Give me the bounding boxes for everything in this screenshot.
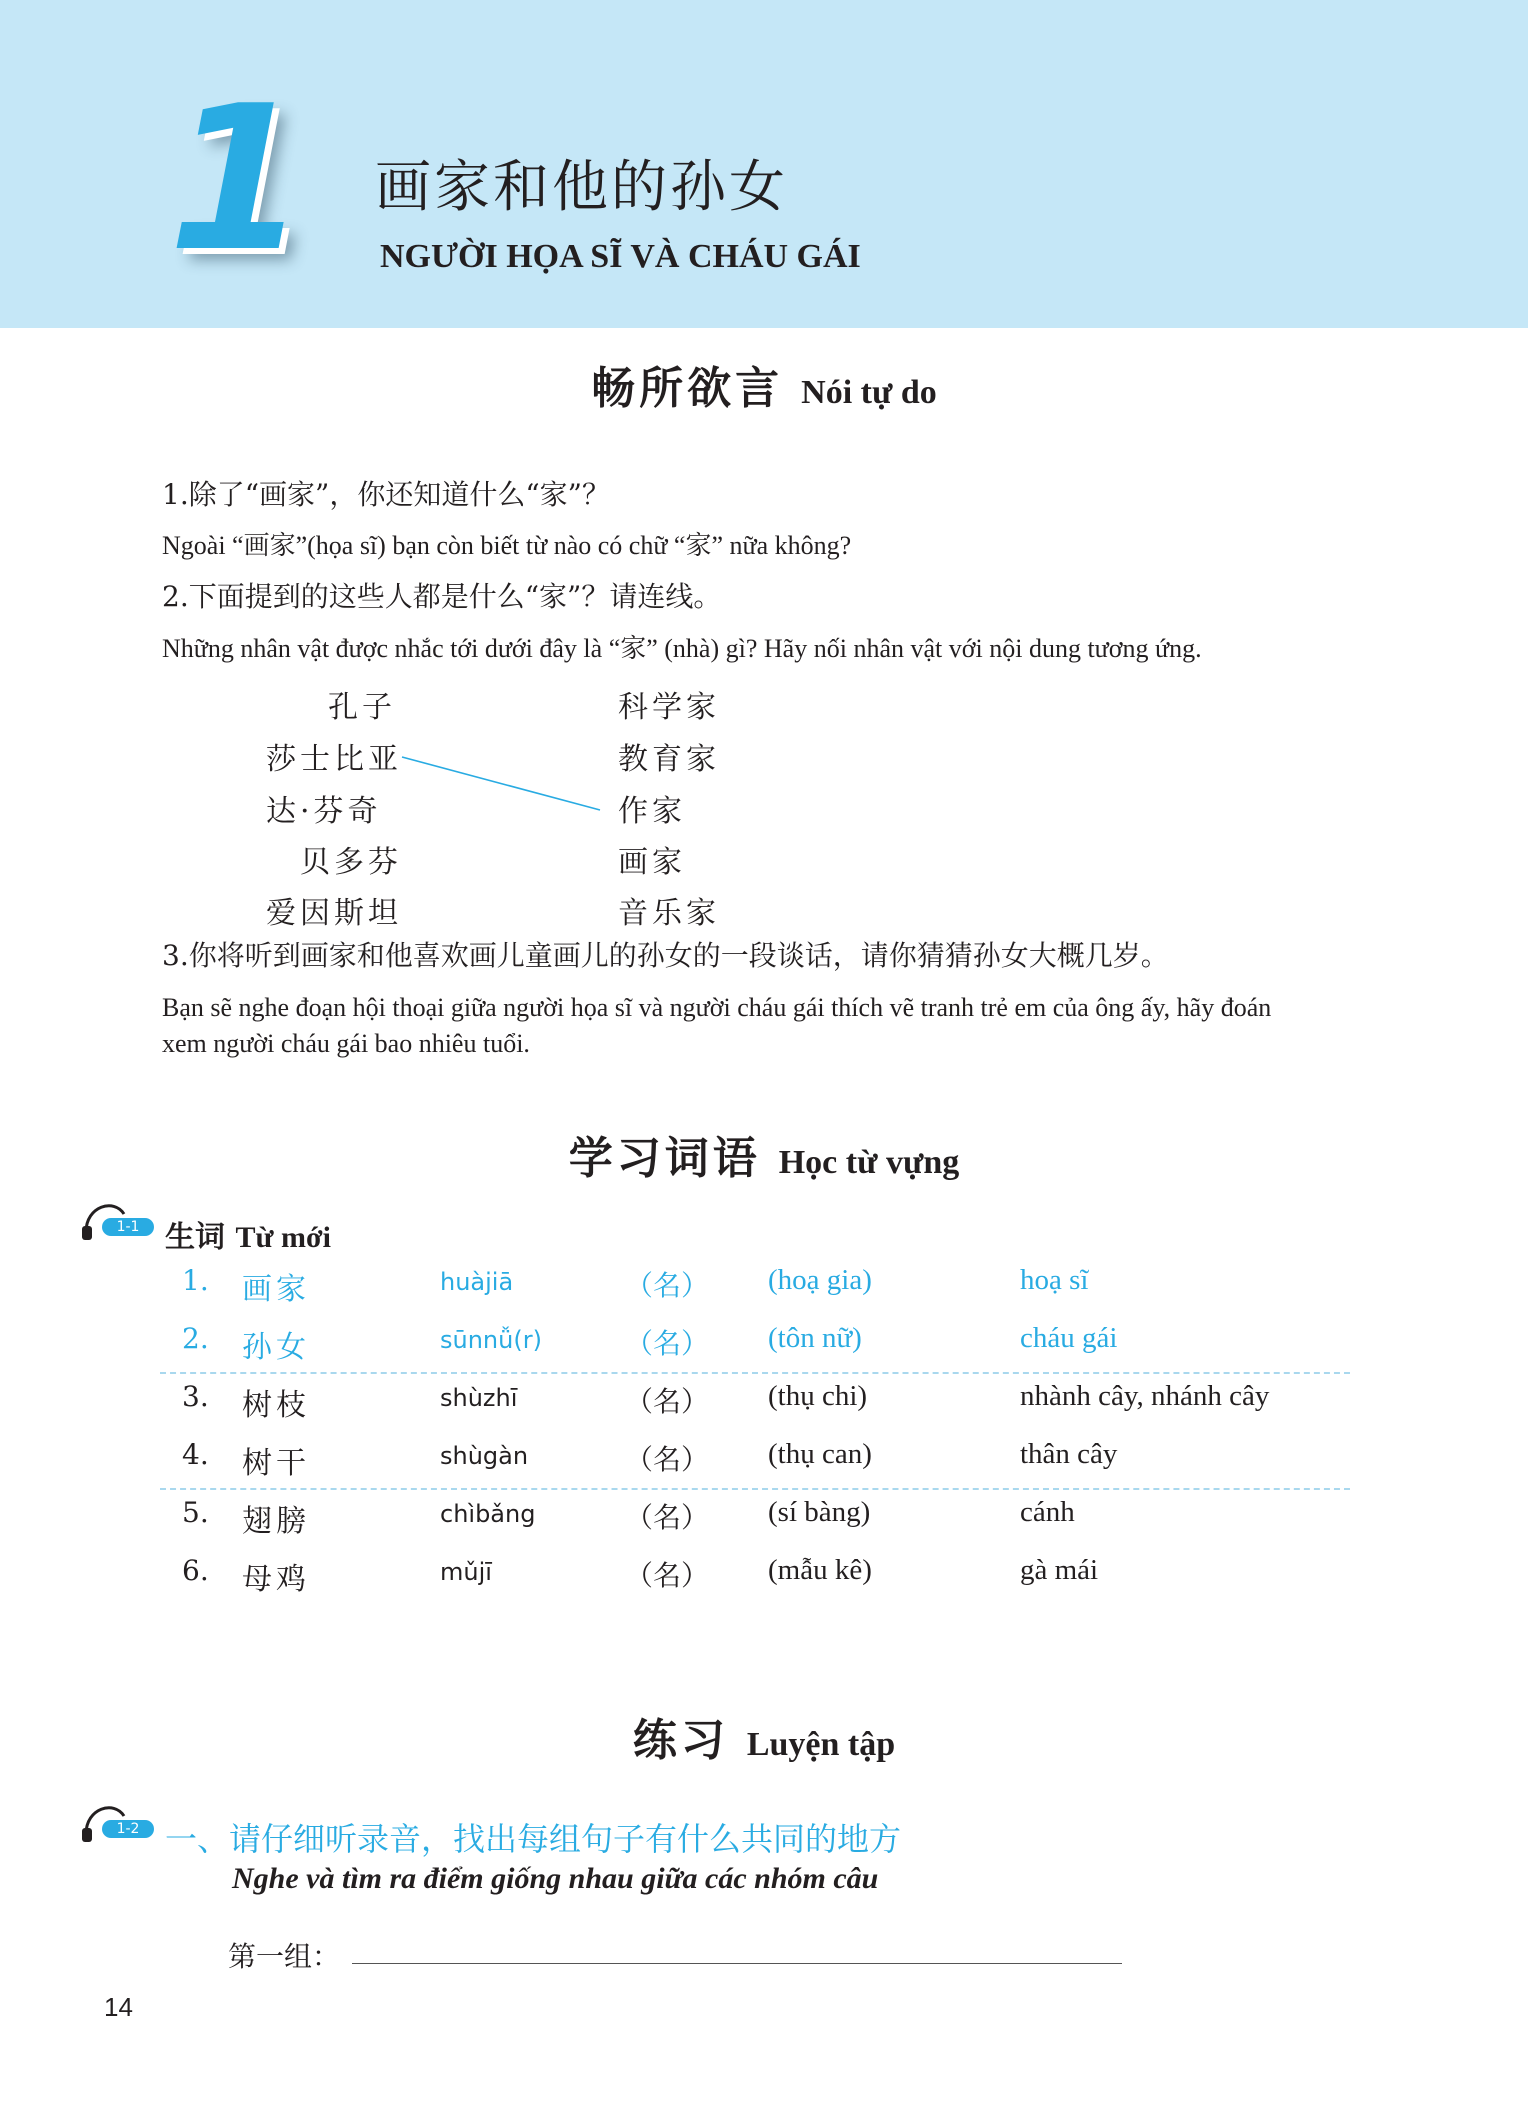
section-title-vn: Nói tự do xyxy=(801,374,937,411)
vocab-meaning: hoạ sĩ xyxy=(1020,1264,1089,1296)
vocab-hanzi: 孙女 xyxy=(242,1330,310,1365)
lesson-title-cn: 画家和他的孙女 xyxy=(375,155,788,220)
vocab-pos: （名） xyxy=(625,1559,710,1592)
match-person: 达·芬奇 xyxy=(266,794,382,829)
page-number: 14 xyxy=(104,1992,133,2022)
vocab-row xyxy=(160,1256,1350,1314)
question-1-cn: 1.除了“画家”，你还知道什么“家”？ xyxy=(162,478,610,511)
vocab-pos: （名） xyxy=(625,1385,710,1418)
vocab-hanzi: 树枝 xyxy=(242,1388,310,1423)
vocab-hanviet: (thụ can) xyxy=(768,1438,872,1470)
vocab-number: 5. xyxy=(182,1496,209,1529)
vocab-heading-cn: 生词 xyxy=(165,1220,225,1255)
lesson-title-vn: NGƯỜI HỌA SĨ VÀ CHÁU GÁI xyxy=(380,238,861,275)
vocab-number: 4. xyxy=(182,1438,209,1471)
vocab-meaning: cháu gái xyxy=(1020,1322,1118,1354)
vocab-pos: （名） xyxy=(625,1443,710,1476)
section-title-vn: Luyện tập xyxy=(746,1726,896,1763)
answer-line[interactable] xyxy=(352,1963,1122,1964)
question-3-cn: 3.你将听到画家和他喜欢画儿童画儿的孙女的一段谈话，请你猜猜孙女大概几岁。 xyxy=(162,939,1169,972)
group-1-label: 第一组： xyxy=(228,1940,341,1973)
vocab-hanviet: (tôn nữ) xyxy=(768,1322,862,1354)
vocab-number: 6. xyxy=(182,1554,209,1587)
vocab-row xyxy=(160,1488,1350,1546)
vocab-heading xyxy=(165,1212,331,1256)
vocab-meaning: nhành cây, nhánh cây xyxy=(1020,1380,1270,1412)
vocab-hanzi: 画家 xyxy=(242,1272,310,1307)
match-profession: 音乐家 xyxy=(618,896,720,931)
audio-track-1-1[interactable] xyxy=(80,1192,144,1248)
vocab-hanzi: 翅膀 xyxy=(242,1504,310,1539)
vocab-number: 3. xyxy=(182,1380,209,1413)
vocab-number: 2. xyxy=(182,1322,209,1355)
vocab-meaning: gà mái xyxy=(1020,1554,1099,1586)
question-3-vn-line1: Bạn sẽ nghe đoạn hội thoại giữa người họa sĩ và người cháu gái thích vẽ tranh trẻ em của ông ấy, hãy đoán xyxy=(162,993,1272,1022)
vocab-meaning: thân cây xyxy=(1020,1438,1118,1470)
question-2-cn: 2.下面提到的这些人都是什么“家”？请连线。 xyxy=(162,580,722,613)
section-title-cn: 学习词语 xyxy=(568,1133,761,1184)
match-profession: 教育家 xyxy=(618,742,720,777)
vocab-meaning: cánh xyxy=(1020,1496,1075,1528)
match-person: 贝多芬 xyxy=(300,845,402,880)
vocab-row xyxy=(160,1430,1350,1488)
match-profession: 科学家 xyxy=(618,690,720,725)
vocab-pinyin: mǔjī xyxy=(440,1558,492,1586)
vocab-pinyin: shùgàn xyxy=(440,1442,529,1470)
section-title-vocab xyxy=(0,1122,1528,1186)
section-title-cn: 畅所欲言 xyxy=(591,363,784,414)
vocab-pos: （名） xyxy=(625,1501,710,1534)
track-badge: 1-1 xyxy=(102,1218,154,1236)
track-badge: 1-2 xyxy=(102,1820,154,1838)
match-profession: 画家 xyxy=(618,845,686,880)
vocab-pinyin: huàjiā xyxy=(440,1268,514,1296)
vocab-row xyxy=(160,1314,1350,1372)
vocab-hanviet: (thụ chi) xyxy=(768,1380,868,1412)
exercise-1-cn: 一、请仔细听录音，找出每组句子有什么共同的地方 xyxy=(165,1820,902,1858)
audio-track-1-2[interactable] xyxy=(80,1794,144,1850)
vocab-hanzi: 母鸡 xyxy=(242,1562,310,1597)
vocab-pinyin: sūnnǚ(r) xyxy=(440,1326,542,1354)
question-1-vn: Ngoài “画家”(họa sĩ) bạn còn biết từ nào có chữ “家” nữa không? xyxy=(162,531,852,560)
vocab-row xyxy=(160,1372,1350,1430)
match-connector-line xyxy=(0,0,1528,1000)
question-2-vn: Những nhân vật được nhắc tới dưới đây là “家” (nhà) gì? Hãy nối nhân vật với nội dung tương ứng. xyxy=(162,634,1202,663)
section-title-practice xyxy=(0,1704,1528,1768)
match-person: 爱因斯坦 xyxy=(266,896,402,931)
match-person: 莎士比亚 xyxy=(266,742,402,777)
vocab-hanviet: (hoạ gia) xyxy=(768,1264,872,1296)
match-profession: 作家 xyxy=(618,794,686,829)
vocab-pos: （名） xyxy=(625,1269,710,1302)
lesson-number: 1 xyxy=(168,63,308,296)
vocab-hanzi: 树干 xyxy=(242,1446,310,1481)
vocab-pos: （名） xyxy=(625,1327,710,1360)
vocab-pinyin: shùzhī xyxy=(440,1384,518,1412)
vocab-row xyxy=(160,1546,1350,1604)
vocab-number: 1. xyxy=(182,1264,209,1297)
exercise-1-vn: Nghe và tìm ra điểm giống nhau giữa các nhóm câu xyxy=(232,1862,879,1895)
vocab-hanviet: (sí bàng) xyxy=(768,1496,871,1528)
match-person: 孔子 xyxy=(328,690,396,725)
vocab-hanviet: (mẫu kê) xyxy=(768,1554,872,1586)
vocab-heading-vn: Từ mới xyxy=(235,1221,331,1254)
vocab-pinyin: chìbǎng xyxy=(440,1500,536,1528)
question-3-vn-line2: xem người cháu gái bao nhiêu tuổi. xyxy=(162,1029,530,1058)
section-title-cn: 练习 xyxy=(632,1715,729,1766)
section-title-vn: Học từ vựng xyxy=(778,1144,960,1181)
